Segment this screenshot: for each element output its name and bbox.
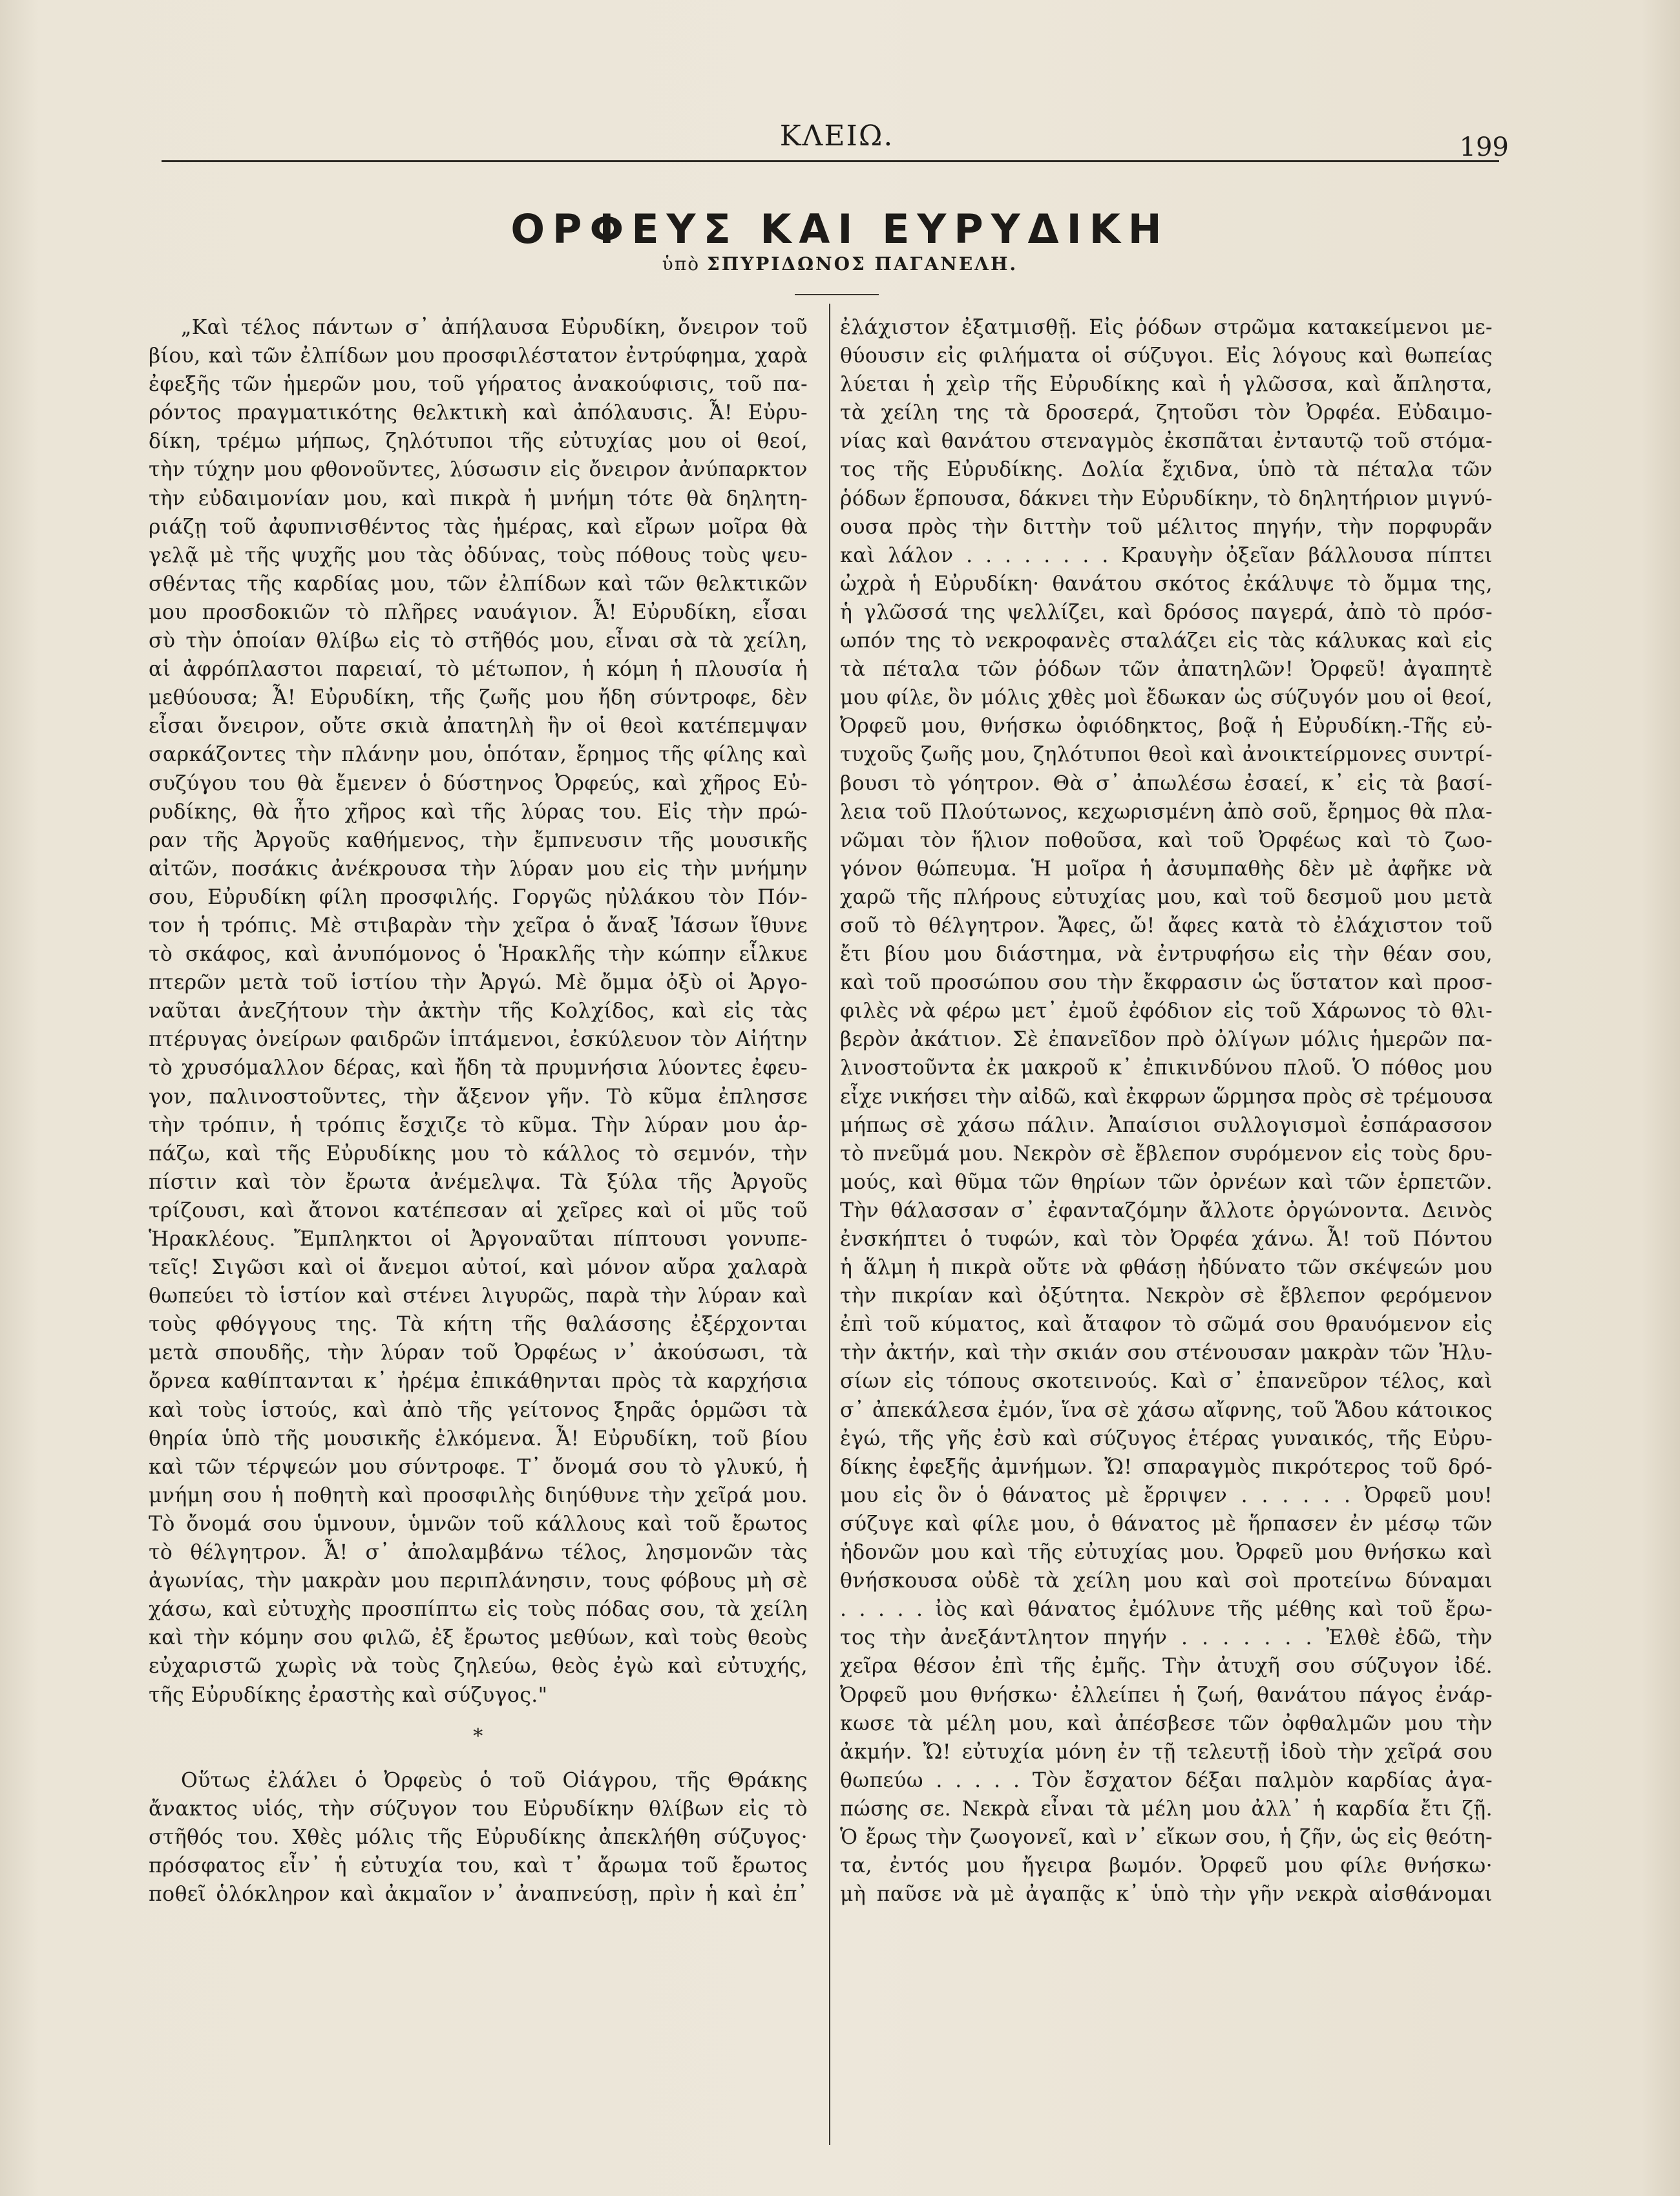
text-line: ἔτι βίου μου διάστημα, νὰ ἐντρυφήσω εἰς τὴν θέαν σου,	[840, 943, 1493, 967]
text-line: θνήσκουσα οὐδὲ τὰ χείλη μου καὶ σοὶ προτείνω δύναμαι	[840, 1569, 1493, 1593]
text-line: στῆθός του. Χθὲς μόλις τῆς Εὐρυδίκης ἀπεκλήθη σύζυγος·	[149, 1825, 808, 1849]
text-line: πίστιν καὶ τὸν ἔρωτα ἀνέμελψα. Τὰ ξύλα τῆς Ἀργοῦς	[149, 1170, 808, 1194]
text-line: σαρκάζοντες τὴν πλάνην μου, ὁπόταν, ἔρημος τῆς φίλης καὶ	[149, 743, 808, 767]
text-line: σίων εἰς τόπους σκοτεινούς. Καὶ σ᾿ ἐπανεῦρον τέλος, καὶ	[840, 1370, 1493, 1394]
text-line: συζύγου του θὰ ἔμενεν ὁ δύστηνος Ὀρφεύς, καὶ χῆρος Εὐ-	[149, 771, 808, 795]
article-title: ΟΡΦΕΥΣ ΚΑΙ ΕΥΡΥΔΙΚΗ	[510, 205, 1170, 253]
text-line: θηρία ὑπὸ τῆς μουσικῆς ἑλκόμενα. Ἆ! Εὐρυδίκη, τοῦ βίου	[149, 1427, 808, 1450]
text-line: ναῦται ἀνεζήτουν τὴν ἀκτὴν τῆς Κολχίδος, καὶ εἰς τὰς	[149, 999, 808, 1023]
column-divider	[829, 304, 830, 2145]
text-line: τρίζουσι, καὶ ἄτονοι κατέπεσαν αἱ χεῖρες καὶ οἱ μῦς τοῦ	[149, 1198, 808, 1222]
running-head: ΚΛΕΙΩ.	[779, 120, 894, 152]
title-ornament-rule	[795, 294, 879, 295]
text-line: γόνον θώπευμα. Ἡ μοῖρα ἡ ἀσυμπαθὴς δὲν μὲ ἀφῆκε νὰ	[840, 857, 1493, 881]
text-line: λινοστοῦντα ἐκ μακροῦ κ᾿ ἐπικινδύνου πλοῦ. Ὁ πόθος μου	[840, 1056, 1493, 1080]
text-line: σ᾿ ἀπεκάλεσα ἐμόν, ἵνα σὲ χάσω αἴφνης, τοῦ Ἅδου κάτοικος	[840, 1398, 1493, 1422]
text-line: σὺ τὴν ὁποίαν θλίβω εἰς τὸ στῆθός μου, εἶναι σὰ τὰ χείλη,	[149, 629, 808, 653]
section-break	[149, 1710, 808, 1766]
text-line: ριάζῃ τοῦ ἀφυπνισθέντος τὰς ἡμέρας, καὶ εἴρων μοῖρα θὰ	[149, 515, 808, 539]
text-line: τος τὴν ἀνεξάντλητον πηγήν . . . . . . . Ἐλθὲ ἐδῶ, τὴν	[840, 1626, 1493, 1650]
text-line: Ὁ ἔρως τὴν ζωογονεῖ, καὶ ν᾿ εἴκων σου, ἡ ζῆν, ὡς εἰς θεότη-	[840, 1825, 1493, 1849]
text-line: μου εἰς ὃν ὁ θάνατος μὲ ἔρριψεν . . . . . . Ὀρφεῦ μου!	[840, 1483, 1493, 1507]
text-line: τὴν εὐδαιμονίαν μου, καὶ πικρὰ ἡ μνήμη τότε θὰ δηλητη-	[149, 486, 808, 510]
text-line: σου, Εὐρυδίκη φίλη προσφιλής. Γοργῶς ηὐλάκου τὸν Πόν-	[149, 885, 808, 909]
text-line: ἐλάχιστον ἐξατμισθῇ. Εἰς ῥόδων στρῶμα κατακείμενοι με-	[840, 316, 1493, 339]
text-line: καὶ τῶν τέρψεών μου σύντροφε. Τ᾿ ὄνομά σου τὸ γλυκύ, ἡ	[149, 1455, 808, 1479]
text-line: „Καὶ τέλος πάντων σ᾿ ἀπήλαυσα Εὐρυδίκη, ὄνειρον τοῦ	[181, 316, 808, 339]
text-line: χαρῶ τῆς πλήρους εὐτυχίας μου, καὶ τοῦ δεσμοῦ μου μετὰ	[840, 885, 1493, 909]
text-line: ὄρνεα καθίπτανται κ᾿ ἠρέμα ἐπικάθηνται πρὸς τὰ καρχήσια	[149, 1370, 808, 1394]
text-line: Ὀρφεῦ μου, θνήσκω ὀφιόδηκτος, βοᾷ ἡ Εὐρυδίκη.-Τῆς εὐ-	[840, 715, 1493, 738]
text-line: εἶχε νικήσει τὴν αἰδῶ, καὶ ἐκφρων ὥρμησα πρὸς σὲ τρέμουσα	[840, 1085, 1493, 1109]
text-line: μου προσδοκιῶν τὸ πλῆρες ναυάγιον. Ἆ! Εὐρυδίκη, εἶσαι	[149, 600, 808, 624]
byline-author: ΣΠΥΡΙΔΩΝΟΣ ΠΑΓΑΝΕΛΗ.	[706, 253, 1018, 275]
text-line: σοῦ τὸ θέλγητρον. Ἄφες, ὤ! ἄφες κατὰ τὸ ἐλάχιστον τοῦ	[840, 914, 1493, 937]
text-line: μετὰ σπουδῆς, τὴν λύραν τοῦ Ὀρφέως ν᾿ ἀκούσωσι, τὰ	[149, 1341, 808, 1365]
text-line: τοὺς φθόγγους της. Τὰ κήτη τῆς θαλάσσης ἐξέρχονται	[149, 1313, 808, 1337]
text-line: νίας καὶ θανάτου στεναγμὸς ἐκσπᾶται ἐνταυτῷ τοῦ στόμα-	[840, 430, 1493, 454]
text-line: καὶ τοῦ προσώπου σου τὴν ἔκφρασιν ὡς ὕστατον καὶ προσ-	[840, 971, 1493, 995]
text-line: Ὀρφεῦ μου θνήσκω· ἐλλείπει ἡ ζωή, θανάτου πάγος ἐνάρ-	[840, 1683, 1493, 1707]
text-line: εἶσαι ὄνειρον, οὔτε σκιὰ ἀπατηλὴ ἣν οἱ θεοὶ κατέπεμψαν	[149, 715, 808, 738]
text-line: τῆς Εὐρυδίκης ἐραστὴς καὶ σύζυγος."	[149, 1683, 548, 1707]
text-line: γον, παλινοστοῦντες, τὴν ἄξενον γῆν. Τὸ κῦμα ἐπλησσε	[149, 1085, 808, 1109]
text-line: τυχοῦς ζωῆς μου, ζηλότυποι θεοὶ καὶ ἀνοικτείρμονες συντρί-	[840, 743, 1493, 767]
text-line: ῥόδων ἕρπουσα, δάκνει τὴν Εὐρυδίκην, τὸ δηλητήριον μιγνύ-	[840, 486, 1493, 510]
text-line: καὶ τοὺς ἱστούς, καὶ ἀπὸ τῆς γείτονος ξηρᾶς ὁρμῶσι τὰ	[149, 1398, 808, 1422]
text-line: δίκης ἐφεξῆς ἀμνήμων. Ὤ! σπαραγμὸς πικρότερος τοῦ δρό-	[840, 1455, 1493, 1479]
text-line: ουσα πρὸς τὴν διττὴν τοῦ μέλιτος πηγήν, τὴν πορφυρᾶν	[840, 515, 1493, 539]
text-line: Τὴν θάλασσαν σ᾿ ἐφανταζόμην ἄλλοτε ὀργώνοντα. Δεινὸς	[840, 1198, 1493, 1222]
text-line: πτέρυγας ὀνείρων φαιδρῶν ἱπτάμενοι, ἐσκύλευον τὸν Αἰήτην	[149, 1028, 808, 1052]
text-line: θύουσιν εἰς φιλήματα οἱ σύζυγοι. Εἰς λόγους καὶ θωπείας	[840, 344, 1493, 368]
text-line: τὴν τρόπιν, ἡ τρόπις ἔσχιζε τὸ κῦμα. Τὴν λύραν μου ἁρ-	[149, 1113, 808, 1137]
text-line: σθέντας τῆς καρδίας μου, τῶν ἐλπίδων καὶ τῶν θελκτικῶν	[149, 572, 808, 596]
text-line: τὴν πικρίαν καὶ ὀξύτητα. Νεκρὸν σὲ ἔβλεπον φερόμενον	[840, 1284, 1493, 1308]
text-line: τὰ πέταλα τῶν ῥόδων τῶν ἀπατηλῶν! Ὀρφεῦ! ἀγαπητὲ	[840, 658, 1493, 682]
text-line: καὶ τὴν κόμην σου φιλῶ, ἐξ ἔρωτος μεθύων, καὶ τοὺς θεοὺς	[149, 1626, 808, 1650]
text-line: ἀκμήν. Ὤ! εὐτυχία μόνη ἐν τῇ τελευτῇ ἰδοὺ τὴν χεῖρά σου	[840, 1740, 1493, 1764]
text-line: τὴν τύχην μου φθονοῦντες, λύσωσιν εἰς ὄνειρον ἀνύπαρκτον	[149, 458, 808, 482]
text-line: γελᾷ μὲ τῆς ψυχῆς μου τὰς ὀδύνας, τοὺς πόθους τοὺς ψευ-	[149, 543, 808, 567]
text-line: ἄνακτος υἱός, τὴν σύζυγον του Εὐρυδίκην θλίβων εἰς τὸ	[149, 1797, 808, 1821]
text-line: τὸ χρυσόμαλλον δέρας, καὶ ἤδη τὰ πρυμνήσια λύοντες ἐφευ-	[149, 1056, 808, 1080]
text-line: ἡδονῶν μου καὶ τῆς εὐτυχίας μου. Ὀρφεῦ μου θνήσκω καὶ	[840, 1541, 1493, 1565]
text-line: λύεται ἡ χεὶρ τῆς Εὐρυδίκης καὶ ἡ γλῶσσα, καὶ ἄπληστα,	[840, 373, 1493, 397]
text-line: αἱ ἀφρόπλαστοι παρειαί, τὸ μέτωπον, ἡ κόμη ἡ πλουσία ἡ	[149, 658, 808, 682]
text-line: μούς, καὶ θῦμα τῶν θηρίων τῶν ὀρνέων καὶ τῶν ἑρπετῶν.	[840, 1170, 1493, 1194]
text-line: Οὕτως ἐλάλει ὁ Ὀρφεὺς ὁ τοῦ Οἰάγρου, τῆς Θράκης	[181, 1768, 808, 1792]
text-line: ὠχρὰ ἡ Εὐρυδίκη· θανάτου σκότος ἐκάλυψε τὸ ὄμμα της,	[840, 572, 1493, 596]
text-line: ρόντος πραγματικότης θελκτικὴ καὶ ἀπόλαυσις. Ἆ! Εὐρυ-	[149, 401, 808, 425]
text-line: θωπεύει τὸ ἱστίον καὶ στένει λιγυρῶς, παρὰ τὴν λύραν καὶ	[149, 1284, 808, 1308]
text-line: ἡ ἅλμη ἡ πικρὰ οὔτε νὰ φθάσῃ ἠδύνατο τῶν σκέψεών μου	[840, 1256, 1493, 1280]
page-number: 199	[1459, 132, 1509, 162]
text-line: τὸ πνεῦμά μου. Νεκρὸν σὲ ἔβλεπον συρόμενον εἰς τοὺς δρυ-	[840, 1142, 1493, 1166]
text-line: εὐχαριστῶ χωρὶς νὰ τοὺς ζηλεύω, θεὸς ἐγὼ καὶ εὐτυχής,	[149, 1655, 808, 1678]
text-line: θωπεύω . . . . . Τὸν ἔσχατον δέξαι παλμὸν καρδίας ἀγα-	[840, 1768, 1493, 1792]
byline	[582, 253, 1098, 275]
text-line: ποθεῖ ὁλόκληρον καὶ ἀκμαῖον ν᾿ ἀναπνεύσῃ, πρὶν ἡ καὶ ἐπ᾿	[149, 1882, 808, 1906]
text-line: κωσε τὰ μέλη μου, καὶ ἀπέσβεσε τῶν ὀφθαλμῶν μου τὴν	[840, 1711, 1493, 1735]
right-column	[840, 313, 1493, 1908]
text-line: πάζω, καὶ τῆς Εὐρυδίκης μου τὸ κάλλος τὸ σεμνόν, τὴν	[149, 1142, 808, 1166]
text-line: ἐφεξῆς τῶν ἡμερῶν μου, τοῦ γήρατος ἀνακούφισις, τοῦ πα-	[149, 373, 808, 397]
text-line: βουσι τὸ γόητρον. Θὰ σ᾿ ἀπωλέσω ἐσαεί, κ᾿ εἰς τὰ βασί-	[840, 771, 1493, 795]
text-line: μνήμη σου ἡ ποθητὴ καὶ προσφιλὴς διηύθυνε τὴν χεῖρά μου.	[149, 1483, 808, 1507]
text-line: χάσω, καὶ εὐτυχὴς προσπίπτω εἰς τοὺς πόδας σου, τὰ χείλη	[149, 1598, 808, 1622]
text-line: τον ἡ τρόπις. Μὲ στιβαρὰν τὴν χεῖρα ὁ ἄναξ Ἰάσων ἴθυνε	[149, 914, 808, 937]
text-line: ἐγώ, τῆς γῆς ἐσὺ καὶ σύζυγος ἑτέρας γυναικός, τῆς Εὐρυ-	[840, 1427, 1493, 1450]
text-line: πώσης σε. Νεκρὰ εἶναι τὰ μέλη μου ἀλλ᾿ ἡ καρδία ἔτι ζῇ.	[840, 1797, 1493, 1821]
asterisk-separator: *	[473, 1724, 483, 1748]
text-line: καὶ λάλον . . . . . . . . Κραυγὴν ὀξεῖαν βάλλουσα πίπτει	[840, 543, 1493, 567]
text-line: δίκη, τρέμω μήπως, ζηλότυποι τῆς εὐτυχίας μου οἱ θεοί,	[149, 430, 808, 454]
text-line: αἰτῶν, ποσάκις ἀνέκρουσα τὴν λύραν μου εἰς τὴν μνήμην	[149, 857, 808, 881]
text-line: μήπως σὲ χάσω πάλιν. Ἀπαίσιοι συλλογισμοὶ ἐσπάρασσον	[840, 1113, 1493, 1137]
text-line: τος τῆς Εὐρυδίκης. Δολία ἔχιδνα, ὑπὸ τὰ πέταλα τῶν	[840, 458, 1493, 482]
text-line: . . . . . ἰὸς καὶ θάνατος ἐμόλυνε τῆς μέθης καὶ τοῦ ἔρω-	[840, 1598, 1493, 1622]
left-column	[149, 313, 808, 1908]
text-line: τὴν ἀκτήν, καὶ τὴν σκιάν σου στένουσαν μακρὰν τῶν Ἠλυ-	[840, 1341, 1493, 1365]
text-line: πρόσφατος εἶν᾿ ἡ εὐτυχία του, καὶ τ᾿ ἄρωμα τοῦ ἔρωτος	[149, 1854, 808, 1877]
text-line: τα, ἐντός μου ἤγειρα βωμόν. Ὀρφεῦ μου φίλε θνήσκω·	[840, 1854, 1493, 1878]
text-line: λεια τοῦ Πλούτωνος, κεχωρισμένη ἀπὸ σοῦ, ἔρημος θὰ πλα-	[840, 800, 1493, 824]
text-line: τὸ θέλγητρον. Ἆ! σ᾿ ἀπολαμβάνω τέλος, λησμονῶν τὰς	[149, 1541, 808, 1565]
text-line: βίου, καὶ τῶν ἐλπίδων μου προσφιλέστατον ἐντρύφημα, χαρὰ	[149, 344, 808, 368]
text-line: ωπόν της τὸ νεκροφανὲς σταλάζει εἰς τὰς κάλυκας καὶ εἰς	[840, 629, 1493, 653]
byline-prefix: ὑπὸ	[662, 253, 700, 275]
text-line: τεῖς! Σιγῶσι καὶ οἱ ἄνεμοι αὐτοί, καὶ μόνον αὔρα χαλαρὰ	[149, 1256, 808, 1280]
text-line: νῶμαι τὸν ἥλιον ποθοῦσα, καὶ τοῦ Ὀρφέως καὶ τὸ ζωο-	[840, 828, 1493, 852]
header-rule	[162, 160, 1499, 162]
text-line: μεθύουσα; Ἆ! Εὐρυδίκη, τῆς ζωῆς μου ἤδη σύντροφε, δὲν	[149, 686, 808, 710]
text-line: ἡ γλῶσσά της ψελλίζει, καὶ δρόσος παγερά, ἀπὸ τὸ πρόσ-	[840, 600, 1493, 624]
text-line: πτερῶν μετὰ τοῦ ἱστίου τὴν Ἀργώ. Μὲ ὄμμα ὀξὺ οἱ Ἀργο-	[149, 971, 808, 995]
text-line: μου φίλε, ὃν μόλις χθὲς μοὶ ἔδωκαν ὡς σύζυγόν μου οἱ θεοί,	[840, 686, 1493, 710]
text-line: φιλὲς νὰ φέρω μετ᾿ ἐμοῦ ἐφόδιον εἰς τοῦ Χάρωνος τὸ θλι-	[840, 999, 1493, 1023]
text-line: Ἡρακλέους. Ἔμπληκτοι οἱ Ἀργοναῦται πίπτουσι γονυπε-	[149, 1228, 808, 1251]
text-line: βερὸν ἀκάτιον. Σὲ ἐπανεῖδον πρὸ ὀλίγων μόλις ἡμερῶν πα-	[840, 1028, 1493, 1052]
text-line: μὴ παῦσε νὰ μὲ ἀγαπᾷς κ᾿ ὑπὸ τὴν γῆν νεκρὰ αἰσθάνομαι	[840, 1883, 1493, 1907]
text-line: σύζυγε καὶ φίλε μου, ὁ θάνατος μὲ ἥρπασεν ἐν μέσῳ τῶν	[840, 1512, 1493, 1536]
text-line: Τὸ ὄνομά σου ὑμνουν, ὑμνῶν τοῦ κάλλους καὶ τοῦ ἔρωτος	[149, 1512, 808, 1536]
text-line: ἐπὶ τοῦ κύματος, καὶ ἄταφον τὸ σῶμά σου θραυόμενον εἰς	[840, 1313, 1493, 1337]
text-line: χεῖρα θέσον ἐπὶ τῆς ἐμῆς. Τὴν ἀτυχῆ σου σύζυγον ἰδέ.	[840, 1655, 1493, 1678]
text-line: ρυδίκης, θὰ ἦτο χῆρος καὶ τῆς λύρας του. Εἰς τὴν πρώ-	[149, 800, 808, 824]
text-line: ραν τῆς Ἀργοῦς καθήμενος, τὴν ἔμπνευσιν τῆς μουσικῆς	[149, 828, 808, 852]
text-line: ἐνσκήπτει ὁ τυφών, καὶ τὸν Ὀρφέα χάνω. Ἆ! τοῦ Πόντου	[840, 1228, 1493, 1251]
text-line: ἀγωνίας, τὴν μακρὰν μου περιπλάνησιν, τους φόβους μὴ σὲ	[149, 1569, 808, 1593]
text-line: τὰ χείλη της τὰ δροσερά, ζητοῦσι τὸν Ὀρφέα. Εὐδαιμο-	[840, 401, 1493, 425]
text-line: τὸ σκάφος, καὶ ἀνυπόμονος ὁ Ἡρακλῆς τὴν κώπην εἷλκυε	[149, 943, 808, 967]
